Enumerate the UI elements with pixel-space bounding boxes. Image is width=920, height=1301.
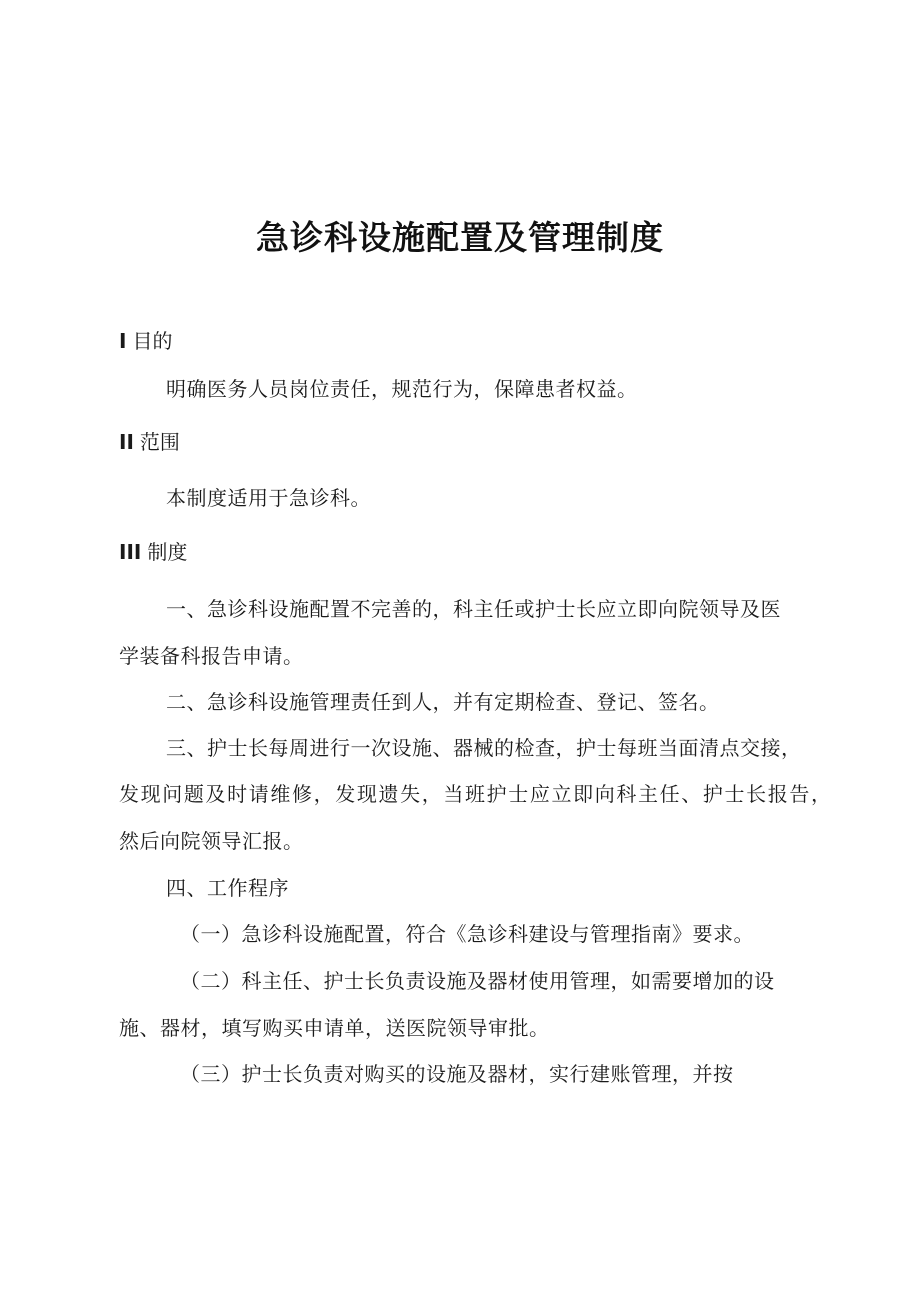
rule-1-line-1: 一、急诊科设施配置不完善的，科主任或护士长应立即向院领导及医	[166, 597, 781, 621]
section-title: 目的	[132, 329, 173, 353]
section-number: III	[119, 540, 142, 564]
rule-4-heading: 四、工作程序	[166, 876, 289, 900]
section-title: 范围	[139, 430, 180, 454]
procedure-3-line-1: （三）护士长负责对购买的设施及器材，实行建账管理，并按	[180, 1062, 734, 1086]
section-number: II	[119, 430, 134, 454]
page-title: 急诊科设施配置及管理制度	[256, 218, 664, 257]
rule-3-line-1: 三、护士长每周进行一次设施、器械的检查，护士每班当面清点交接，	[166, 736, 802, 760]
section-title: 制度	[147, 540, 188, 564]
rule-2-line-1: 二、急诊科设施管理责任到人，并有定期检查、登记、签名。	[166, 690, 720, 714]
purpose-text: 明确医务人员岗位责任，规范行为，保障患者权益。	[166, 377, 638, 401]
procedure-2-line-1: （二）科主任、护士长负责设施及器材使用管理，如需要增加的设	[180, 969, 775, 993]
procedure-1-line-1: （一）急诊科设施配置，符合《急诊科建设与管理指南》要求。	[180, 922, 754, 946]
section-heading-scope	[119, 426, 180, 455]
procedure-2-line-2: 施、器材，填写购买申请单，送医院领导审批。	[119, 1016, 550, 1040]
rule-3-line-3: 然后向院领导汇报。	[119, 829, 304, 853]
section-heading-purpose	[119, 325, 172, 354]
rule-1-line-2: 学装备科报告申请。	[119, 644, 304, 668]
section-heading-rules	[119, 536, 187, 565]
scope-text: 本制度适用于急诊科。	[166, 486, 371, 510]
section-number: I	[119, 329, 127, 353]
rule-3-line-2: 发现问题及时请维修，发现遗失，当班护士应立即向科主任、护士长报告，	[119, 782, 831, 806]
